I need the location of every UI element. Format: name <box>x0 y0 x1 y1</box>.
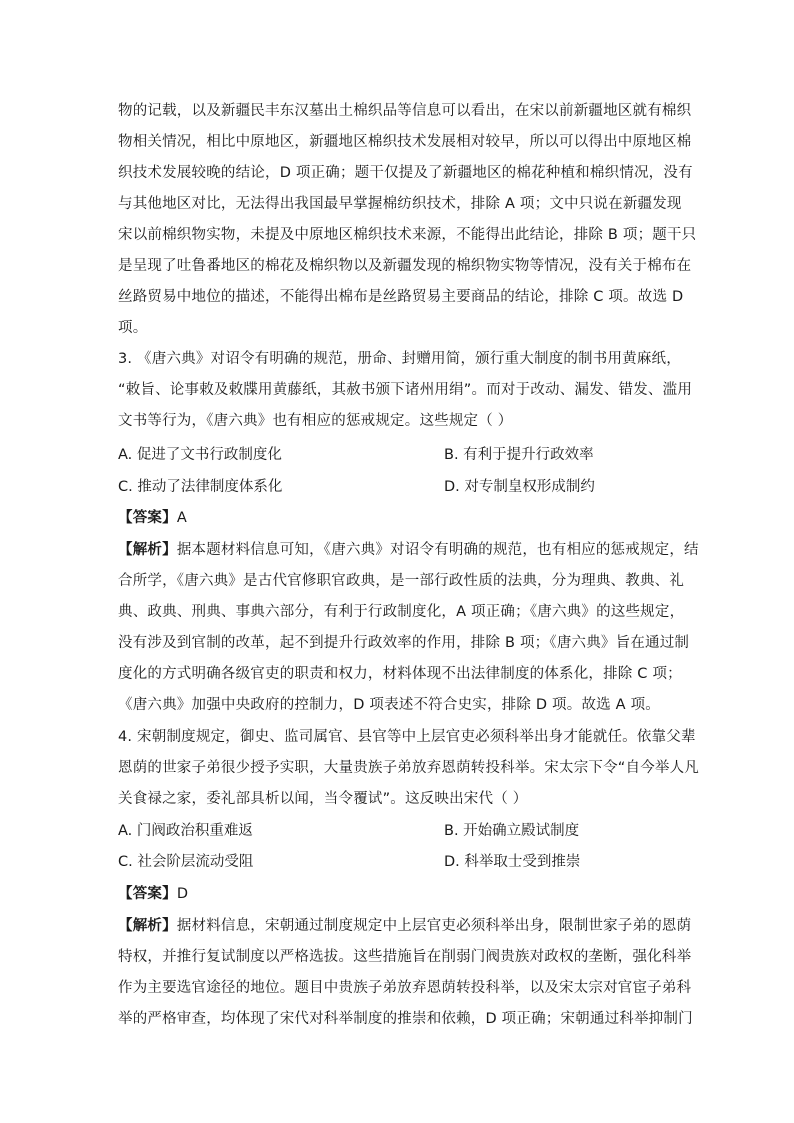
text-line: 丝路贸易中地位的描述，不能得出棉布是丝路贸易主要商品的结论，排除 C 项。故选 D <box>118 289 684 305</box>
analysis-line <box>118 540 699 560</box>
analysis-line: 作为主要选官途径的地位。题目中贵族子弟放弃恩荫转投科举，以及宋太宗对官宦子弟科 <box>118 980 692 996</box>
option-b: B. 开始确立殿试制度 <box>444 823 580 839</box>
question-stem-line: 恩荫的世家子弟很少授予实职，大量贵族子弟放弃恩荫转投科举。宋太宗下令“自今举人凡 <box>118 760 700 776</box>
analysis-line: 《唐六典》加强中央政府的控制力，D 项表述不符合史实，排除 D 项。故选 A 项。 <box>118 697 660 713</box>
answer-tag: 【答案】 <box>118 510 177 526</box>
answer-value: D <box>176 886 189 902</box>
question-stem-line: 关食禄之家，委礼部具析以闻，当令覆试”。这反映出宋代（ ） <box>118 791 528 807</box>
answer-tag: 【答案】 <box>118 886 177 902</box>
question-stem-line: 3. 《唐六典》对诏令有明确的规范，册命、封赠用简，颁行重大制度的制书用黄麻纸， <box>118 351 681 367</box>
option-a: A. 促进了文书行政制度化 <box>118 447 282 463</box>
option-d: D. 科举取士受到推崇 <box>444 854 581 870</box>
text-line: 织技术发展较晚的结论，D 项正确；题干仅提及了新疆地区的棉花种植和棉织情况，没有 <box>118 165 693 181</box>
analysis-line: 度化的方式明确各级官吏的职责和权力，材料体现不出法律制度的体系化，排除 C 项； <box>118 666 682 682</box>
question-stem-line: 4. 宋朝制度规定，御史、监司属官、县官等中上层官吏必须科举出身才能就任。依靠父辈 <box>118 729 696 745</box>
option-a: A. 门阀政治积重难返 <box>118 823 253 839</box>
text-line: 是呈现了吐鲁番地区的棉花及棉织物以及新疆发现的棉织物实物等情况，没有关于棉布在 <box>118 258 692 274</box>
answer-line <box>118 884 188 904</box>
option-d: D. 对专制皇权形成制约 <box>444 479 595 495</box>
analysis-line: 特权，并推行复试制度以严格选拔。这些措施旨在削弱门阀贵族对政权的垄断，强化科举 <box>118 949 692 965</box>
analysis-text: 据材料信息，宋朝通过制度规定中上层官吏必须科举出身，限制世家子弟的恩荫 <box>176 918 692 934</box>
analysis-line: 合所学，《唐六典》是古代官修职官政典，是一部行政性质的法典，分为理典、教典、礼 <box>118 573 685 589</box>
question-stem-line: 文书等行为，《唐六典》也有相应的惩戒规定。这些规定（ ） <box>118 413 513 429</box>
question-stem-line: “敕旨、论事敕及敕牒用黄藤纸，其赦书颁下诸州用绢”。而对于改动、漏发、错发、滥用 <box>118 382 693 398</box>
text-line: 与其他地区对比，无法得出我国最早掌握棉纺织技术，排除 A 项；文中只说在新疆发现 <box>118 196 682 212</box>
analysis-line: 举的严格审查，均体现了宋代对科举制度的推崇和依赖，D 项正确；宋朝通过科举抑制门 <box>118 1011 693 1027</box>
option-c: C. 推动了法律制度体系化 <box>118 479 283 495</box>
option-c: C. 社会阶层流动受阻 <box>118 854 254 870</box>
analysis-tag: 【解析】 <box>118 918 177 934</box>
analysis-text: 据本题材料信息可知，《唐六典》对诏令有明确的规范，也有相应的惩戒规定，结 <box>176 542 699 558</box>
text-line: 项。 <box>118 320 148 336</box>
analysis-line <box>118 916 691 936</box>
text-line: 物相关情况，相比中原地区，新疆地区棉织技术发展相对较早，所以可以得出中原地区棉 <box>118 134 692 150</box>
text-line: 物的记载，以及新疆民丰东汉墓出土棉织品等信息可以看出，在宋以前新疆地区就有棉织 <box>118 103 692 119</box>
answer-value: A <box>176 510 187 526</box>
text-line: 宋以前棉织物实物，未提及中原地区棉织技术来源，不能得出此结论，排除 B 项；题干只 <box>118 227 697 243</box>
analysis-tag: 【解析】 <box>118 542 177 558</box>
answer-line <box>118 508 187 528</box>
analysis-line: 典、政典、刑典、事典六部分，有利于行政制度化，A 项正确；《唐六典》的这些规定， <box>118 604 685 620</box>
analysis-line: 没有涉及到官制的改革，起不到提升行政效率的作用，排除 B 项；《唐六典》旨在通过制 <box>118 635 690 651</box>
option-b: B. 有利于提升行政效率 <box>444 447 594 463</box>
